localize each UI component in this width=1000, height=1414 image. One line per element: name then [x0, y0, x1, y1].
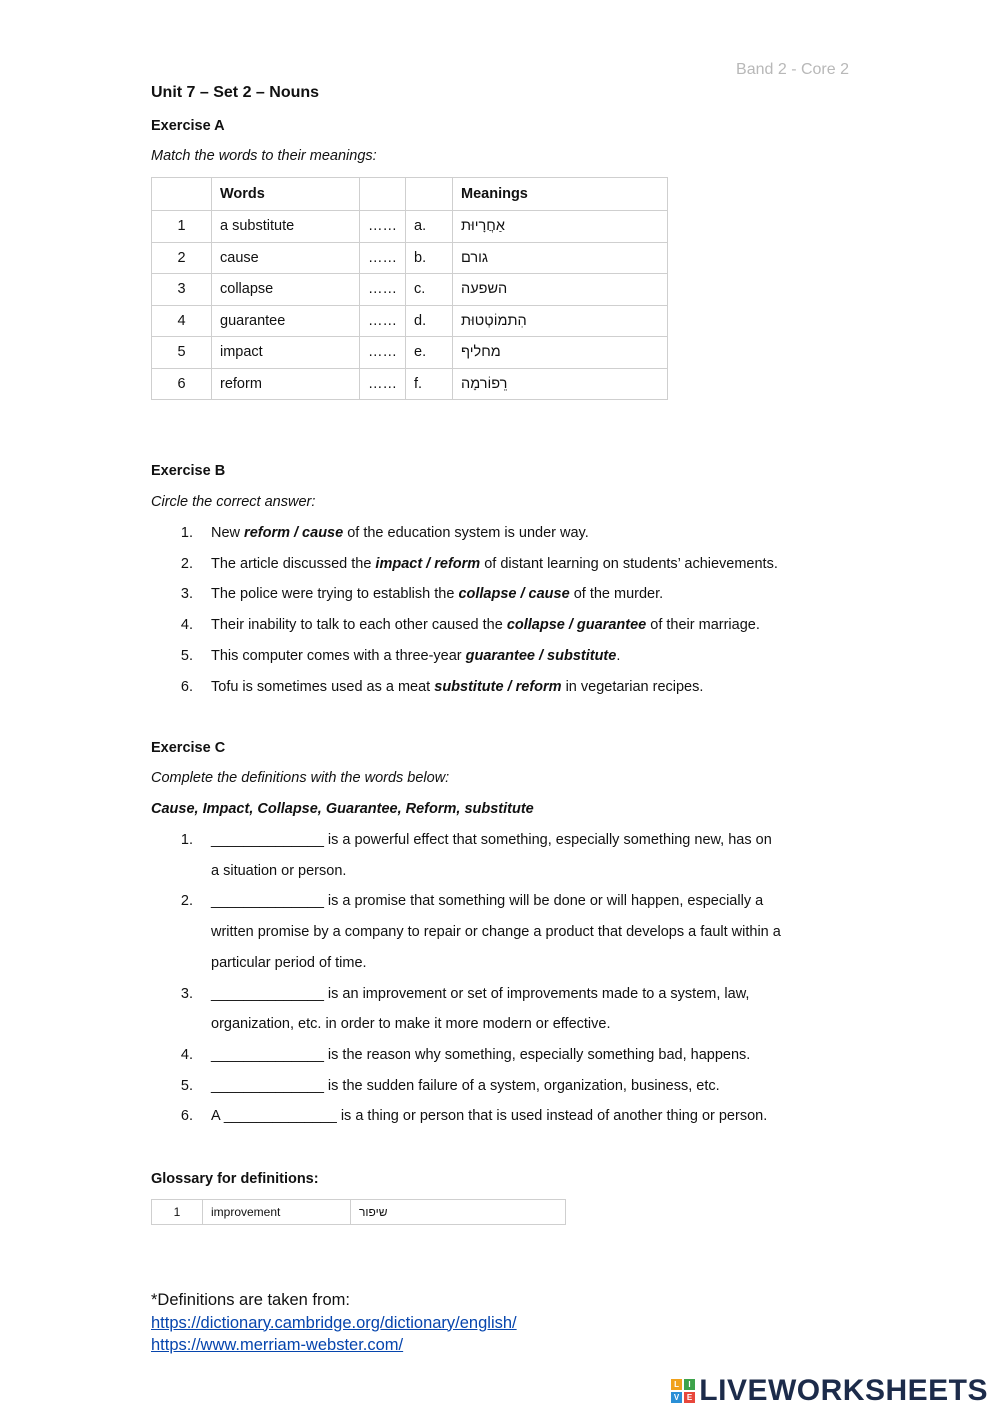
table-row [152, 305, 668, 337]
sentence-after: of their marriage. [646, 617, 760, 633]
sentence-after: of the murder. [569, 586, 664, 602]
row-meaning: מחליף [453, 337, 668, 369]
definition-line: written promise by a company to repair or change a product that develops a fault within a [211, 924, 781, 941]
table-row [152, 368, 668, 400]
merriam-webster-link[interactable]: https://www.merriam-webster.com/ [151, 1336, 404, 1354]
table-row [152, 1200, 566, 1225]
logo-text: LIVEWORKSHEETS [699, 1374, 988, 1407]
logo-letter: V [671, 1392, 682, 1403]
glossary-table [151, 1199, 566, 1225]
item-number: 6. [180, 1108, 193, 1125]
answer-blank[interactable]: …… [360, 211, 406, 243]
row-number: 3 [152, 274, 212, 306]
row-letter: e. [406, 337, 453, 369]
answer-blank[interactable]: …… [360, 305, 406, 337]
item-number: 5. [180, 1077, 193, 1094]
item-number: 3. [180, 586, 193, 602]
item-number: 2. [180, 893, 193, 910]
logo-mark-icon [671, 1379, 695, 1403]
item-sentence [211, 556, 778, 572]
answer-choice[interactable]: impact / reform [375, 555, 481, 572]
sources-footnote [151, 1289, 517, 1357]
definition-line[interactable]: ______________ is an improvement or set of improvements made to a system, law, [211, 985, 750, 1002]
sentence-before: New [211, 525, 245, 541]
row-number: 5 [152, 337, 212, 369]
page-title: Unit 7 – Set 2 – Nouns [151, 84, 320, 101]
row-number: 6 [152, 368, 212, 400]
row-meaning: אַחֲרָיוּת [453, 211, 668, 243]
item-number: 4. [180, 617, 193, 633]
item-number: 1. [180, 832, 193, 848]
sentence-before: The police were trying to establish the [211, 586, 459, 602]
row-word: impact [212, 337, 360, 369]
header-meanings: Meanings [453, 178, 668, 211]
sentence-before: Tofu is sometimes used as a meat [211, 679, 435, 695]
item-number: 4. [180, 1046, 193, 1063]
definition-line: organization, etc. in order to make it more modern or effective. [211, 1016, 611, 1033]
row-letter: c. [406, 274, 453, 306]
glossary-word: improvement [203, 1200, 351, 1225]
table-header-row [152, 178, 668, 211]
answer-choice[interactable]: reform / cause [244, 525, 344, 541]
item-number: 5. [180, 648, 193, 664]
exercise-a-instruction: Match the words to their meanings: [151, 148, 377, 164]
definition-line[interactable]: ______________ is the reason why something, especially something bad, happens. [211, 1046, 751, 1063]
row-meaning: השפעה [453, 274, 668, 306]
row-meaning: הִתמוֹטְטוּת [453, 305, 668, 337]
cambridge-link[interactable]: https://dictionary.cambridge.org/dictionary/english/ [151, 1313, 517, 1332]
matching-table [151, 177, 668, 400]
answer-choice[interactable]: guarantee / substitute [465, 648, 617, 664]
item-number: 6. [180, 679, 193, 695]
logo-letter: I [684, 1379, 695, 1390]
row-number: 2 [152, 242, 212, 274]
exercise-a-heading: Exercise A [151, 118, 225, 134]
row-word: guarantee [212, 305, 360, 337]
header-blank-num [152, 178, 212, 211]
row-word: cause [212, 242, 360, 274]
item-number: 1. [180, 525, 193, 541]
item-sentence [211, 617, 760, 633]
liveworksheets-logo [671, 1374, 988, 1408]
answer-blank[interactable]: …… [360, 242, 406, 274]
item-sentence [211, 679, 703, 695]
answer-choice[interactable]: collapse / guarantee [506, 617, 647, 633]
glossary-number: 1 [152, 1200, 203, 1225]
logo-letter: E [684, 1392, 695, 1403]
header-words: Words [212, 178, 360, 211]
exercise-c-heading: Exercise C [151, 740, 226, 756]
sentence-after: of the education system is under way. [343, 525, 589, 541]
item-number: 2. [180, 555, 193, 572]
definition-line: a situation or person. [211, 862, 347, 879]
exercise-b-heading: Exercise B [151, 463, 226, 479]
table-row [152, 274, 668, 306]
sentence-before: This computer comes with a three-year [211, 648, 466, 664]
exercise-b-list [151, 525, 851, 705]
item-sentence [211, 648, 620, 664]
header-tag: Band 2 - Core 2 [736, 61, 849, 78]
row-letter: b. [406, 242, 453, 274]
exercise-c-instruction: Complete the definitions with the words below: [151, 770, 450, 786]
header-blank-letter [406, 178, 453, 211]
row-word: collapse [212, 274, 360, 306]
header-blank-dots [360, 178, 406, 211]
sentence-after: of distant learning on students’ achievements. [480, 555, 778, 572]
row-meaning: גורם [453, 242, 668, 274]
table-row [152, 337, 668, 369]
glossary-heading: Glossary for definitions: [151, 1171, 319, 1187]
row-meaning: רֵפוֹרמָה [453, 368, 668, 400]
answer-choice[interactable]: substitute / reform [434, 679, 562, 695]
answer-blank[interactable]: …… [360, 368, 406, 400]
sources-label: *Definitions are taken from: [151, 1291, 351, 1309]
row-number: 1 [152, 211, 212, 243]
definition-line[interactable]: ______________ is a powerful effect that something, especially something new, has on [211, 832, 772, 848]
answer-choice[interactable]: collapse / cause [458, 586, 570, 602]
answer-blank[interactable]: …… [360, 337, 406, 369]
table-row [152, 211, 668, 243]
glossary-meaning: שיפור [351, 1200, 566, 1225]
sentence-before: Their inability to talk to each other caused the [211, 617, 507, 633]
row-word: a substitute [212, 211, 360, 243]
definition-line[interactable]: ______________ is a promise that something will be done or will happen, especially a [211, 893, 764, 910]
definition-line[interactable]: ______________ is the sudden failure of a system, organization, business, etc. [211, 1077, 720, 1094]
item-number: 3. [180, 985, 193, 1002]
row-letter: f. [406, 368, 453, 400]
definition-line: particular period of time. [211, 954, 367, 971]
row-letter: a. [406, 211, 453, 243]
sentence-after: . [616, 648, 621, 664]
row-letter: d. [406, 305, 453, 337]
word-bank: Cause, Impact, Collapse, Guarantee, Reform, substitute [151, 801, 534, 817]
exercise-c-list [151, 832, 851, 1132]
sentence-before: The article discussed the [211, 555, 376, 572]
row-word: reform [212, 368, 360, 400]
item-sentence [211, 586, 663, 602]
answer-blank[interactable]: …… [360, 274, 406, 306]
table-row [152, 242, 668, 274]
item-sentence [211, 525, 589, 541]
row-number: 4 [152, 305, 212, 337]
sentence-after: in vegetarian recipes. [561, 679, 704, 695]
exercise-b-instruction: Circle the correct answer: [151, 494, 316, 510]
definition-line[interactable]: A ______________ is a thing or person that is used instead of another thing or person. [211, 1108, 768, 1125]
logo-letter: L [671, 1379, 682, 1390]
